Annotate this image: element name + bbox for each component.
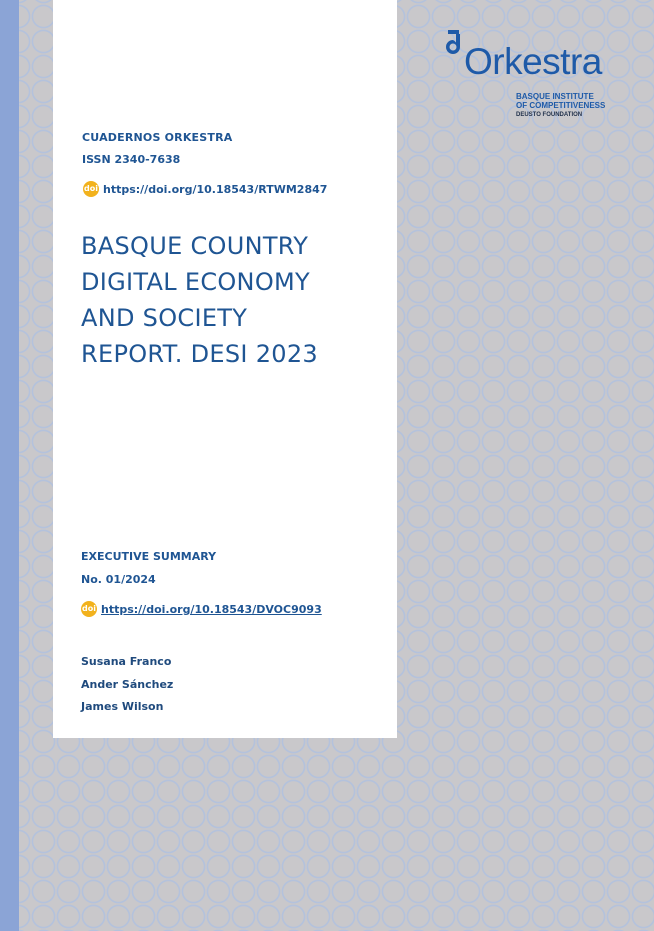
series-doi-link[interactable]: https://doi.org/10.18543/RTWM2847 xyxy=(103,182,328,196)
author-list xyxy=(81,655,173,723)
doi-icon: doi xyxy=(83,181,99,197)
title-line: DIGITAL ECONOMY xyxy=(81,268,310,296)
series-name: CUADERNOS ORKESTRA xyxy=(82,131,233,144)
series-doi xyxy=(83,181,327,197)
logo-wordmark: Orkestra xyxy=(464,41,602,82)
orkestra-logo-mark-icon xyxy=(442,30,464,58)
orkestra-logo xyxy=(440,28,620,123)
title-line: BASQUE COUNTRY xyxy=(81,232,309,260)
doi-icon: doi xyxy=(81,601,97,617)
logo-subtitle-line1: BASQUE INSTITUTE xyxy=(516,92,594,101)
report-title xyxy=(81,228,381,372)
document-doi xyxy=(81,601,322,617)
author-name: James Wilson xyxy=(81,700,164,713)
author-name: Ander Sánchez xyxy=(81,677,174,691)
document-type: EXECUTIVE SUMMARY xyxy=(81,550,217,563)
document-number: No. 01/2024 xyxy=(81,573,156,586)
title-line: REPORT. DESI 2023 xyxy=(81,340,318,368)
logo-subtitle-line2: OF COMPETITIVENESS xyxy=(516,101,606,110)
document-doi-link[interactable]: https://doi.org/10.18543/DVOC9093 xyxy=(101,602,322,616)
title-line: AND SOCIETY xyxy=(81,304,248,332)
cover-spine xyxy=(0,0,19,931)
issn-number: ISSN 2340-7638 xyxy=(82,153,181,166)
author-name: Susana Franco xyxy=(81,655,172,668)
logo-foundation: DEUSTO FOUNDATION xyxy=(516,112,583,118)
